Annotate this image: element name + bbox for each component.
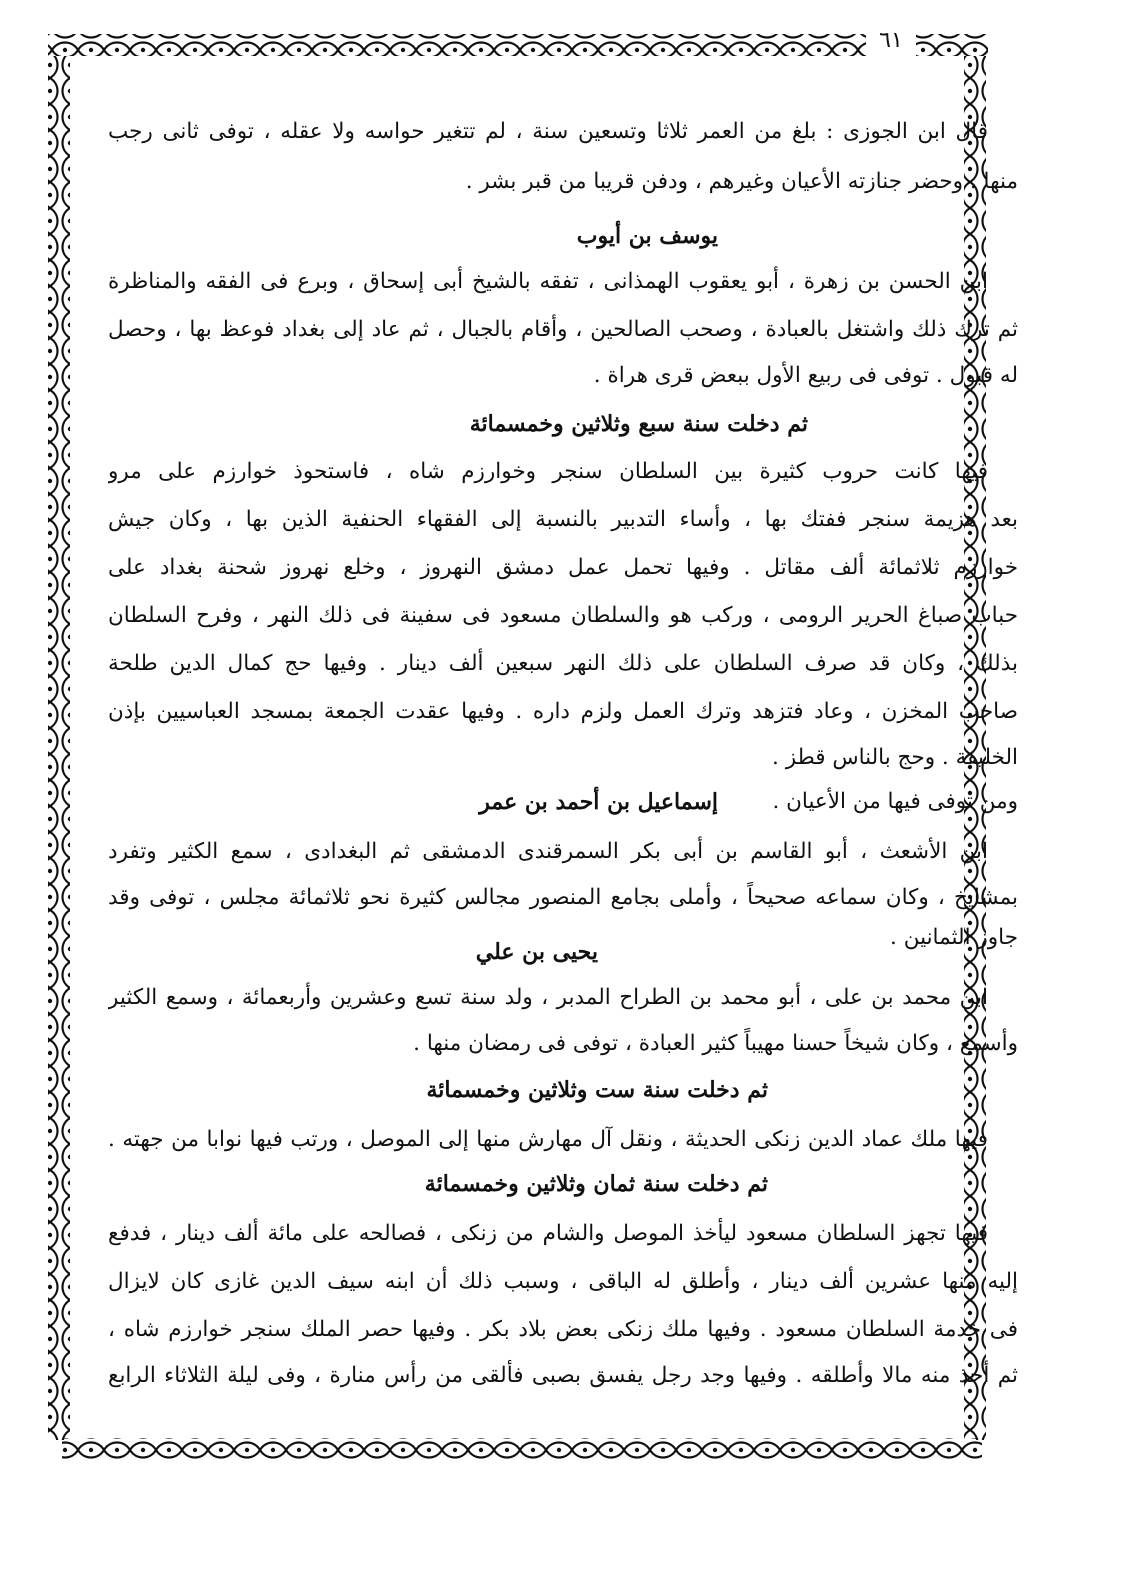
text-line: بعد هزيمة سنجر ففتك بها ، وأساء التدبير بالنسبة إلى الفقهاء الحنفية الذين بها ، وكان جيش [108,507,1018,532]
section-heading: إسماعيل بن أحمد بن عمر [479,789,718,815]
page-number: ٦١ [866,26,916,56]
text-line: جاوز الثمانين . [890,925,1018,950]
text-line: بمشايخ ، وكان سماعه صحيحاً ، وأملى بجامع المنصور مجالس كثيرة نحو ثلاثمائة مجلس ، توفى وقد [108,885,1018,910]
deaths-intro: ومن توفى فيها من الأعيان . [772,789,1018,814]
text-line: صاحب المخزن ، وعاد فتزهد وترك العمل ولزم داره . وفيها عقدت الجمعة بمسجد العباسيين بإذن [108,699,1018,724]
text-line: ثم أخذ منه مالا وأطلقه . وفيها وجد رجل يفسق بصبى فألقى من رأس منارة ، وفى ليلة الثلاثاء الرابع [108,1363,1018,1388]
section-heading: يوسف بن أيوب [576,223,718,249]
year-heading: ثم دخلت سنة سبع وثلاثين وخمسمائة [469,411,808,437]
text-line: منها . وحضر جنازته الأعيان وغيرهم ، ودفن قريبا من قبر بشر . [465,169,1018,194]
text-line: وأسمع ، وكان شيخاً حسنا مهيباً كثير العبادة ، توفى فى رمضان منها . [413,1031,1018,1056]
text-line: له قبول . توفى فى ربيع الأول ببعض قرى هراة . [593,363,1018,388]
text-line: فى خدمة السلطان مسعود . وفيها ملك زنكى بعض بلاد بكر . وفيها حصر الملك سنجر خوارزم شاه ، [108,1317,1018,1342]
text-line: ابن الحسن بن زهرة ، أبو يعقوب الهمذانى ، تفقه بالشيخ أبى إسحاق ، وبرع فى الفقه والمناظرة [108,269,988,294]
text-line: ابن الأشعث ، أبو القاسم بن أبى بكر السمرقندى الدمشقى ثم البغدادى ، سمع الكثير وتفرد [108,839,988,864]
text-line: إليه منها عشرين ألف دينار ، وأطلق له الباقى ، وسبب ذلك أن ابنه سيف الدين غازى كان لايزال [108,1269,1018,1294]
year-heading: ثم دخلت سنة ثمان وثلاثين وخمسمائة [424,1171,768,1197]
text-line: الخليفة . وحج بالناس قطز . [772,745,1018,770]
text-line: فيها ملك عماد الدين زنكى الحديثة ، ونقل آل مهارش منها إلى الموصل ، ورتب فيها نوابا من جهته . [108,1127,988,1152]
year-heading: ثم دخلت سنة ست وثلاثين وخمسمائة [426,1077,768,1103]
text-line: بذلك ، وكان قد صرف السلطان على ذلك النهر سبعين ألف دينار . وفيها حج كمال الدين طلحة [108,651,1018,676]
deaths-intro-line [108,782,1018,822]
text-line: قال ابن الجوزى : بلغ من العمر ثلاثا وتسعين سنة ، لم تتغير حواسه ولا عقله ، توفى ثانى رجب [108,119,988,144]
text-line: خوارزم ثلاثمائة ألف مقاتل . وفيها تحمل عمل دمشق النهروز ، وخلع نهروز شحنة بغداد على [108,555,1018,580]
text-line: ثم ترك ذلك واشتغل بالعبادة ، وصحب الصالحين ، وأقام بالجبال ، ثم عاد إلى بغداد فوعظ بها ، وحصل [108,317,1018,342]
text-line: ابن محمد بن على ، أبو محمد بن الطراح المدبر ، ولد سنة تسع وعشرين وأربعمائة ، وسمع الكثير [108,985,988,1010]
main-text [108,112,1018,1432]
text-line: حباب صباغ الحرير الرومى ، وركب هو والسلطان مسعود فى سفينة فى ذلك النهر ، وفرح السلطان [108,603,1018,628]
text-line: فيها تجهز السلطان مسعود ليأخذ الموصل والشام من زنكى ، فصالحه على مائة ألف دينار ، فدفع [108,1221,988,1246]
section-heading: يحيى بن علي [475,939,598,965]
text-line: فيها كانت حروب كثيرة بين السلطان سنجر وخوارزم شاه ، فاستحوذ خوارزم على مرو [108,459,988,484]
